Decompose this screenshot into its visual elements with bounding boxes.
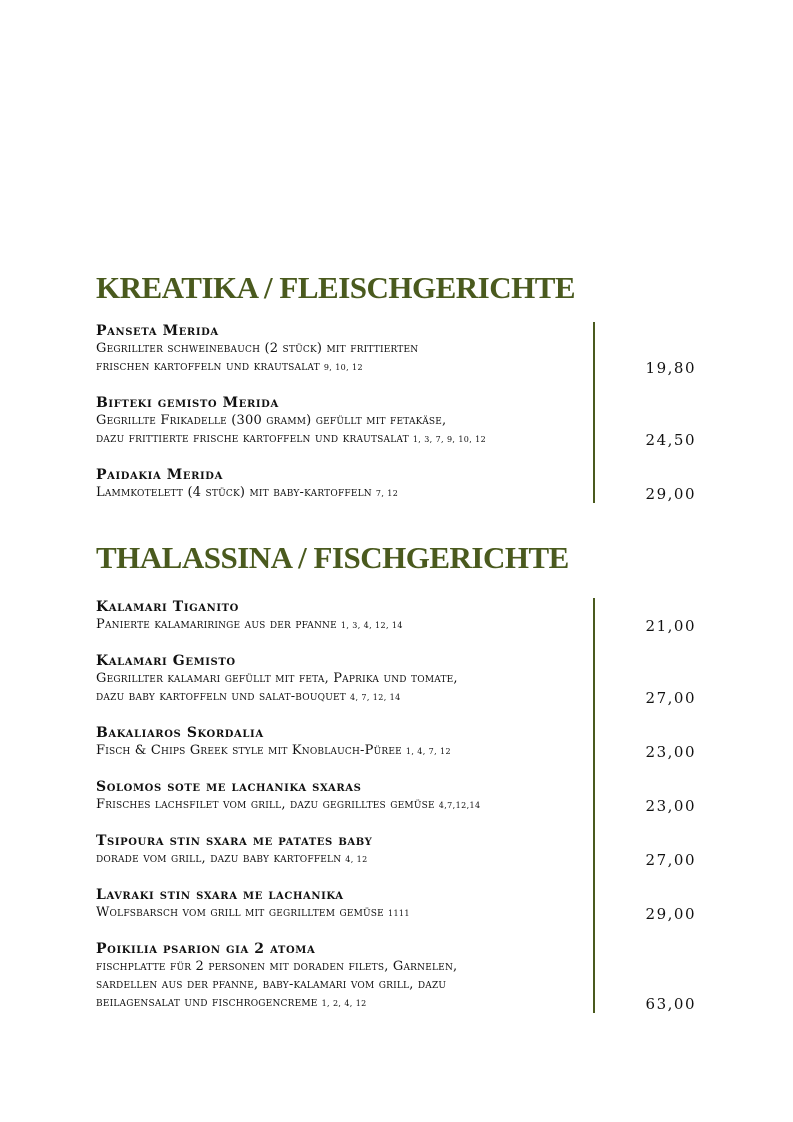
dish-name: Kalamari Tiganito bbox=[96, 599, 239, 615]
dish-price: 29,00 bbox=[645, 485, 696, 503]
menu-item bbox=[96, 886, 706, 923]
dish-description: Lammkotelett (4 stück) mit baby-kartoffeln 7, 12 bbox=[96, 485, 399, 500]
dish-price: 27,00 bbox=[645, 851, 696, 869]
dish-name: Panseta Merida bbox=[96, 323, 219, 339]
dish-price: 23,00 bbox=[645, 797, 696, 815]
dish-name: Bakaliaros Skordalia bbox=[96, 725, 264, 741]
dish-description: Gegrillter kalamari gefüllt mit feta, Paprika und tomate, dazu baby kartoffeln und salat-bouquet 4, 7, 12, 14 bbox=[96, 671, 458, 704]
dish-description: Frisches lachsfilet vom grill, dazu gegrilltes gemüse 4,7,12,14 bbox=[96, 797, 481, 812]
dish-description: dorade vom grill, dazu baby kartoffeln 4, 12 bbox=[96, 851, 368, 866]
menu-items bbox=[96, 598, 706, 1013]
dish-price: 63,00 bbox=[645, 995, 696, 1013]
dish-price: 21,00 bbox=[645, 617, 696, 635]
dish-name: Bifteki gemisto Merida bbox=[96, 395, 279, 411]
dish-description: fischplatte für 2 personen mit doraden filets, Garnelen, sardellen aus der pfanne, baby-kalamari vom grill, dazu beilagensalat und fischrogencreme 1, 2, 4, 12 bbox=[96, 959, 458, 1010]
menu-item bbox=[96, 598, 706, 635]
allergen-codes: 4, 12 bbox=[345, 855, 368, 864]
allergen-codes: 1, 3, 7, 9, 10, 12 bbox=[412, 435, 487, 444]
dish-description: Gegrillte Frikadelle (300 gramm) gefüllt mit fetakäse, dazu frittierte frische kartoffeln und krautsalat 1, 3, 7, 9, 10, 12 bbox=[96, 413, 487, 446]
section-title: THALASSINA / FISCHGERICHTE bbox=[96, 540, 569, 575]
allergen-codes: 1, 2, 4, 12 bbox=[321, 999, 367, 1008]
dish-description: Wolfsbarsch vom grill mit gegrilltem gemüse 1111 bbox=[96, 905, 410, 920]
dish-name: Tsipoura stin sxara me patates baby bbox=[96, 833, 373, 849]
dish-price: 23,00 bbox=[645, 743, 696, 761]
dish-description: Panierte kalamariringe aus der pfanne 1, 3, 4, 12, 14 bbox=[96, 617, 403, 632]
menu-item bbox=[96, 832, 706, 869]
menu-item bbox=[96, 466, 706, 503]
allergen-codes: 4,7,12,14 bbox=[438, 801, 481, 810]
section-fish bbox=[96, 542, 706, 1013]
allergen-codes: 9, 10, 12 bbox=[323, 363, 364, 372]
menu-item bbox=[96, 394, 706, 449]
allergen-codes: 4, 7, 12, 14 bbox=[349, 693, 401, 702]
menu-item bbox=[96, 322, 706, 377]
dish-price: 29,00 bbox=[645, 905, 696, 923]
menu-item bbox=[96, 940, 706, 1013]
dish-price: 24,50 bbox=[645, 431, 696, 449]
dish-name: Lavraki stin sxara me lachanika bbox=[96, 887, 344, 903]
allergen-codes: 1111 bbox=[387, 909, 410, 918]
dish-price: 19,80 bbox=[645, 359, 696, 377]
menu-item bbox=[96, 652, 706, 707]
allergen-codes: 1, 3, 4, 12, 14 bbox=[340, 621, 403, 630]
section-meat bbox=[96, 272, 706, 503]
section-title: KREATIKA / FLEISCHGERICHTE bbox=[96, 270, 576, 305]
dish-name: Paidakia Merida bbox=[96, 467, 223, 483]
dish-price: 27,00 bbox=[645, 689, 696, 707]
dish-description: Gegrillter schweinebauch (2 stück) mit frittierten frischen kartoffeln und krautsalat 9, 10, 12 bbox=[96, 341, 419, 374]
dish-description: Fisch & Chips Greek style mit Knoblauch-Püree 1, 4, 7, 12 bbox=[96, 743, 451, 758]
allergen-codes: 1, 4, 7, 12 bbox=[405, 747, 451, 756]
menu-item bbox=[96, 778, 706, 815]
dish-name: Solomos sote me lachanika sxaras bbox=[96, 779, 362, 795]
dish-name: Poikilia psarion gia 2 atoma bbox=[96, 941, 316, 957]
allergen-codes: 7, 12 bbox=[375, 489, 399, 498]
menu-items bbox=[96, 322, 706, 503]
dish-name: Kalamari Gemisto bbox=[96, 653, 236, 669]
menu-item bbox=[96, 724, 706, 761]
